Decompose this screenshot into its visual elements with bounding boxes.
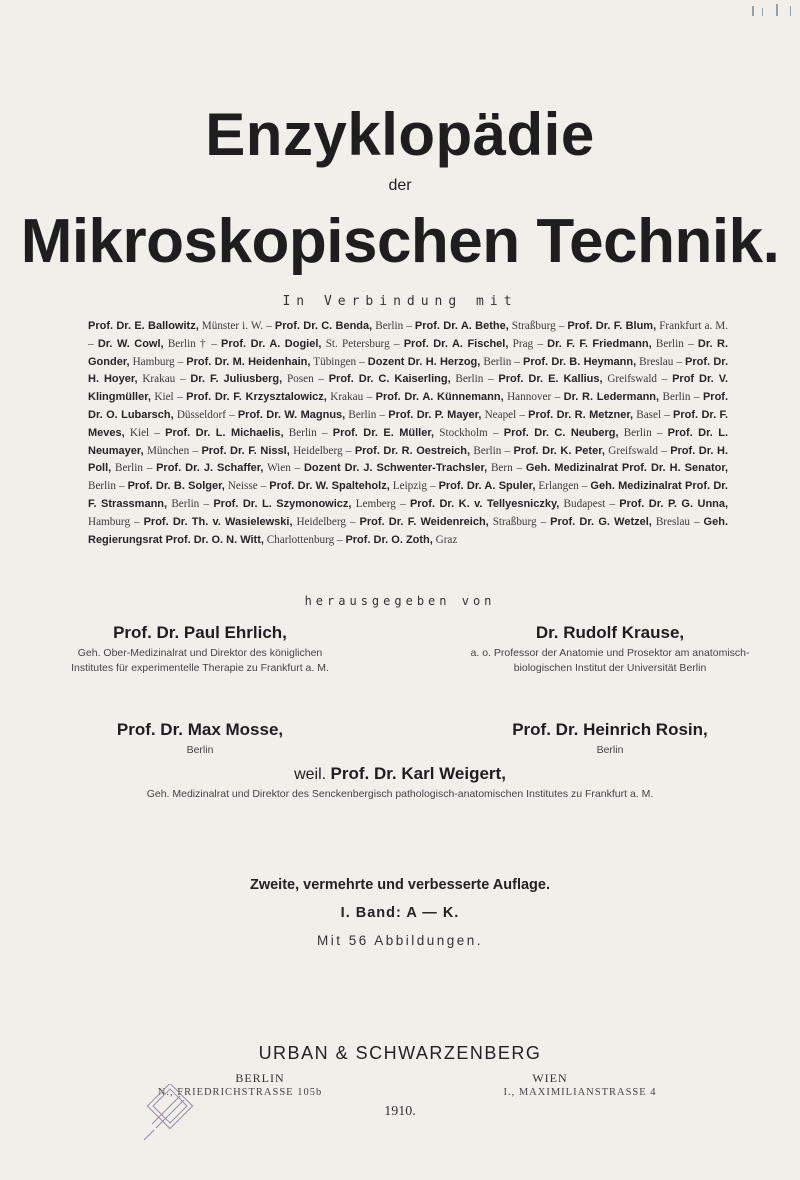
contributor: [345, 534, 457, 546]
contributor: [528, 409, 670, 421]
contributor: [186, 356, 364, 368]
contributor-place: Berlin –: [115, 462, 153, 475]
contributor-name: Geh. Medizinalrat Prof. Dr. F. Strassmann,: [88, 480, 728, 510]
contributor: [368, 356, 520, 368]
contributor-place: Berlin –: [348, 408, 386, 421]
contributor-place: Berlin –: [655, 337, 694, 350]
contributor-place: Berlin –: [375, 320, 412, 332]
contributor-name: Prof. Dr. F. Blum,: [567, 320, 657, 332]
contributor: [404, 338, 543, 350]
contributor: [275, 320, 412, 332]
contributor-name: Prof. Dr. G. Wetzel,: [550, 515, 652, 528]
editor-name: Prof. Dr. Karl Weigert,: [330, 764, 506, 783]
contributor-place: Hannover –: [507, 391, 561, 404]
contributor-place: Berlin –: [483, 355, 520, 368]
contributor-place: Breslau –: [655, 515, 700, 528]
contributor: [88, 320, 272, 332]
contributor: [269, 480, 435, 492]
editor-name: Prof. Dr. Heinrich Rosin,: [512, 720, 708, 739]
contributor-place: Heidelberg –: [296, 515, 356, 528]
contributor-place: Heidelberg –: [293, 444, 352, 457]
contributor-name: Prof. Dr. Th. v. Wasielewski,: [143, 515, 293, 528]
contributor-place: Erlangen –: [538, 480, 588, 493]
contributor-name: Prof. Dr. J. Schaffer,: [156, 462, 264, 475]
contributor-name: Prof. Dr. H. Poll,: [88, 444, 729, 475]
contributor: [201, 445, 351, 457]
publisher-name: URBAN & SCHWARZENBERG: [258, 1043, 542, 1063]
publication-year: 1910.: [384, 1104, 416, 1119]
contributor-name: Prof. Dr. H. Hoyer,: [88, 355, 729, 386]
library-stamp-icon: [140, 1084, 198, 1144]
contributor-place: Posen –: [286, 373, 324, 386]
contributor-place: Greifswald –: [607, 373, 668, 386]
editor-affiliation: Geh. Medizinalrat und Direktor des Senckenbergisch pathologisch-anatomischen Institutes zu Frankfurt a. M.: [146, 788, 654, 800]
contributor-place: Budapest –: [563, 497, 616, 510]
publisher-address-berlin: N., FRIEDRICHSTRASSE 105b: [157, 1087, 323, 1098]
contributor-name: Prof. Dr. C. Benda,: [274, 320, 373, 332]
contributor-name: Prof. Dr. R. Metzner,: [528, 408, 634, 421]
contributor-name: Prof. Dr. B. Solger,: [127, 480, 225, 493]
contributor: [165, 427, 327, 439]
contributor-name: Prof. Dr. A. Bethe,: [414, 320, 509, 332]
contributor-name: Prof. Dr. E. Ballowitz,: [88, 320, 199, 332]
contributor-place: Breslau –: [639, 355, 682, 368]
contributor-name: Prof. Dr. F. Meves,: [88, 408, 729, 439]
contributor-name: Geh. Medizinalrat Prof. Dr. H. Senator,: [525, 462, 729, 475]
contributor-name: Prof. Dr. A. Künnemann,: [375, 391, 504, 404]
contributor-place: Stockholm –: [439, 426, 499, 439]
contributor-name: Prof. Dr. C. Neuberg,: [503, 426, 619, 439]
contributor-name: Prof. Dr. W. Spalteholz,: [269, 480, 390, 493]
contributor-place: Kiel –: [154, 391, 183, 404]
contributor-place: Frankfurt a. M. –: [88, 320, 729, 350]
contributor: [388, 409, 525, 421]
contributor-place: Wien –: [267, 462, 301, 475]
contributor-place: Berlin –: [288, 426, 328, 439]
contributor: [439, 480, 588, 492]
contributor: [221, 338, 399, 350]
contributor-place: Münster i. W. –: [201, 320, 272, 332]
contributor-place: Straßburg –: [511, 320, 565, 332]
editor-mosse: [60, 720, 340, 758]
contributor-name: Prof. Dr. R. Oestreich,: [354, 444, 471, 457]
editor-ehrlich: [60, 623, 340, 676]
contributor: [410, 498, 615, 510]
contributor-name: Prof. Dr. L. Michaelis,: [165, 426, 284, 439]
contributor-place: Greifswald –: [608, 444, 667, 457]
contributor-place: Berlin –: [171, 497, 210, 510]
contributor: [564, 391, 700, 403]
contributor-place: Lemberg –: [355, 497, 406, 510]
contributor-place: Neisse –: [227, 480, 267, 493]
contributor-place: Kiel –: [129, 426, 160, 439]
contributor: [186, 391, 372, 403]
contributor: [498, 373, 667, 385]
contributor-place: Berlin –: [473, 444, 511, 457]
contributor: [523, 356, 682, 368]
contributor-place: Krakau –: [142, 373, 186, 386]
contributor-name: Prof. Dr. C. Kaiserling,: [328, 373, 451, 386]
contributor-place: Basel –: [636, 408, 670, 421]
contributor-name: Dozent Dr. H. Herzog,: [367, 355, 481, 368]
editor-name-line: [100, 764, 700, 784]
contributor-place: München –: [146, 444, 199, 457]
contributor-place: Berlin † –: [167, 337, 217, 350]
contributor-name: Geh. Regierungsrat Prof. Dr. O. N. Witt,: [88, 515, 728, 546]
contributor-name: Prof. Dr. A. Spuler,: [438, 480, 536, 493]
contributor-place: Berlin –: [88, 480, 125, 493]
contributor-place: St. Petersburg –: [325, 337, 400, 350]
contributor-place: Krakau –: [330, 391, 373, 404]
contributor-place: Prag –: [512, 337, 543, 350]
publisher-city-wien: WIEN: [532, 1071, 568, 1085]
editor-affiliation: Berlin: [186, 744, 214, 756]
contributor-name: Dr. W. Cowl,: [97, 337, 164, 350]
contributor-name: Prof. Dr. L. Szymonowicz,: [213, 497, 352, 510]
contributor-place: Berlin –: [623, 426, 663, 439]
volume-statement: I. Band: A — K.: [340, 905, 460, 921]
contributor: [504, 427, 663, 439]
contributor: [333, 427, 499, 439]
contributor-list: [88, 318, 728, 549]
contributor-place: Neapel –: [484, 408, 525, 421]
contributor-name: Prof. Dr. E. Kallius,: [498, 373, 603, 386]
in-verbindung-mit: In Verbindung mit: [282, 294, 518, 309]
contributor-place: Tübingen –: [313, 355, 365, 368]
contributor-name: Prof. Dr. K. Peter,: [513, 444, 605, 457]
title-mikroskopischen-technik: Mikroskopischen Technik.: [20, 207, 780, 276]
contributor: [156, 462, 300, 474]
contributor-name: Prof. Dr. L. Neumayer,: [88, 426, 729, 457]
contributor-name: Prof Dr. V. Klingmüller,: [88, 373, 729, 404]
publisher-city-berlin: BERLIN: [235, 1071, 285, 1085]
contributor-place: Charlottenburg –: [266, 533, 343, 546]
editor-affiliation: a. o. Professor der Anatomie und Prosektor am anatomisch-biologischen Institut der Universität Berlin: [470, 647, 750, 674]
publisher-address-wien: I., MAXIMILIANSTRASSE 4: [503, 1087, 657, 1098]
edition-statement: Zweite, vermehrte und verbesserte Auflage.: [249, 877, 551, 893]
editor-krause: [460, 623, 760, 676]
contributor-name: Dr. F. Juliusberg,: [190, 373, 283, 386]
contributor-place: Düsseldorf –: [176, 408, 235, 421]
contributor-name: Prof. Dr. P. Mayer,: [388, 408, 482, 421]
editor-name: Dr. Rudolf Krause,: [535, 623, 685, 642]
contributor: [415, 320, 564, 332]
title-enzyklopaedie: Enzyklopädie: [205, 101, 595, 168]
editor-rosin: [460, 720, 760, 758]
contributor-place: Bern –: [490, 462, 523, 475]
contributor-place: Berlin –: [455, 373, 494, 386]
illustrations-statement: Mit 56 Abbildungen.: [316, 933, 484, 948]
contributor-name: Prof. Dr. A. Dogiel,: [221, 337, 322, 350]
editor-name: Prof. Dr. Paul Ehrlich,: [113, 623, 287, 642]
contributor: [304, 462, 522, 474]
contributor: [213, 498, 405, 510]
contributor-name: Dr. R. Gonder,: [88, 337, 729, 368]
contributor: [360, 516, 547, 528]
contributor-place: Berlin –: [662, 391, 700, 404]
editor-weigert: [100, 764, 700, 802]
editor-affiliation: Geh. Ober-Medizinalrat und Direktor des königlichen Institutes für experimentelle Therapie zu Frankfurt a. M.: [71, 647, 329, 674]
contributor: [144, 516, 356, 528]
contributor-place: Straßburg –: [492, 515, 547, 528]
contributor: [329, 373, 494, 385]
contributor: [376, 391, 561, 403]
contributor: [514, 445, 667, 457]
contributor-name: Dr. F. F. Friedmann,: [547, 337, 652, 350]
contributor-name: Prof. Dr. F. Weidenreich,: [359, 515, 489, 528]
contributor-name: Prof. Dr. O. Lubarsch,: [88, 391, 729, 421]
contributor-name: Prof. Dr. O. Zoth,: [345, 533, 433, 546]
contributor: [238, 409, 385, 421]
contributor-name: Prof. Dr. W. Magnus,: [237, 408, 346, 421]
contributor: [355, 445, 510, 457]
contributor: [550, 516, 699, 528]
contributor: [128, 480, 267, 492]
contributor-name: Prof. Dr. B. Heymann,: [522, 355, 637, 368]
editor-prefix: weil.: [294, 766, 327, 783]
contributor: [98, 338, 217, 350]
contributor-name: Prof. Dr. F. Nissl,: [201, 444, 290, 457]
editor-name: Prof. Dr. Max Mosse,: [116, 720, 284, 739]
contributor-name: Prof. Dr. M. Heidenhain,: [186, 355, 311, 368]
contributor-name: Dozent Dr. J. Schwenter-Trachsler,: [303, 462, 488, 475]
herausgegeben-von: herausgegeben von: [304, 594, 496, 608]
contributor-name: Prof. Dr. F. Krzysztalowicz,: [186, 391, 327, 404]
contributor-place: Leipzig –: [392, 480, 436, 493]
contributor-name: Prof. Dr. P. G. Unna,: [619, 497, 729, 510]
scan-specks: [0, 0, 800, 40]
editor-affiliation: Berlin: [596, 744, 624, 756]
contributor: [190, 373, 324, 385]
title-der: der: [388, 177, 412, 194]
contributor-name: Prof. Dr. K. v. Tellyesniczky,: [409, 497, 560, 510]
contributor: [547, 338, 694, 350]
contributor-name: Prof. Dr. E. Müller,: [332, 426, 435, 439]
contributor-place: Graz: [435, 533, 458, 546]
contributor-name: Dr. R. Ledermann,: [563, 391, 660, 404]
contributor-place: Hamburg –: [132, 355, 184, 368]
contributor-place: Hamburg –: [88, 515, 140, 528]
contributor-name: Prof. Dr. A. Fischel,: [403, 337, 509, 350]
